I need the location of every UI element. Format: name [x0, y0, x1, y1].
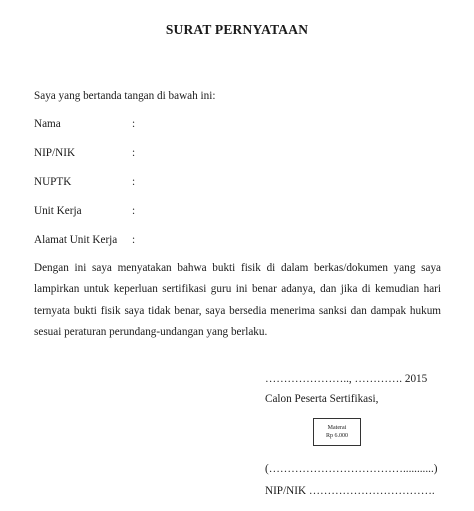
- field-colon-nama: :: [132, 118, 136, 130]
- intro-text: Saya yang bertanda tangan di bawah ini:: [34, 90, 216, 102]
- field-colon-unit-kerja: :: [132, 205, 136, 217]
- materai-stamp-box: [313, 418, 361, 446]
- signature-name-line: (………………………………...........): [265, 463, 438, 475]
- field-label-unit-kerja: Unit Kerja: [34, 205, 82, 217]
- signatory-role: Calon Peserta Sertifikasi,: [265, 393, 379, 405]
- statement-line: ternyata bukti fisik saya tidak benar, saya bersedia menerima sanksi dan dampak hukum: [34, 304, 441, 317]
- statement-line: lampirkan untuk keperluan sertifikasi guru ini benar adanya, dan jika di kemudian hari: [34, 283, 441, 296]
- stamp-value: Rp 6.000: [325, 433, 348, 439]
- field-colon-alamat: :: [132, 234, 136, 246]
- field-colon-nuptk: :: [132, 176, 136, 188]
- place-date-line: ………………….., …………. 2015: [265, 373, 428, 385]
- field-label-alamat: Alamat Unit Kerja: [34, 234, 118, 246]
- statement-line: sesuai peraturan perundang-undangan yang berlaku.: [34, 325, 268, 338]
- stamp-label: Materai: [327, 425, 347, 431]
- field-label-nip: NIP/NIK: [34, 147, 76, 159]
- field-label-nama: Nama: [34, 118, 61, 130]
- document-title: SURAT PERNYATAAN: [165, 22, 309, 37]
- statement-line: Dengan ini saya menyatakan bahwa bukti fisik di dalam berkas/dokumen yang saya: [34, 262, 441, 274]
- field-label-nuptk: NUPTK: [34, 176, 72, 188]
- signature-nip-line: NIP/NIK …………………………….: [265, 485, 435, 497]
- statement-paragraph: [34, 258, 441, 343]
- field-colon-nip: :: [132, 147, 136, 159]
